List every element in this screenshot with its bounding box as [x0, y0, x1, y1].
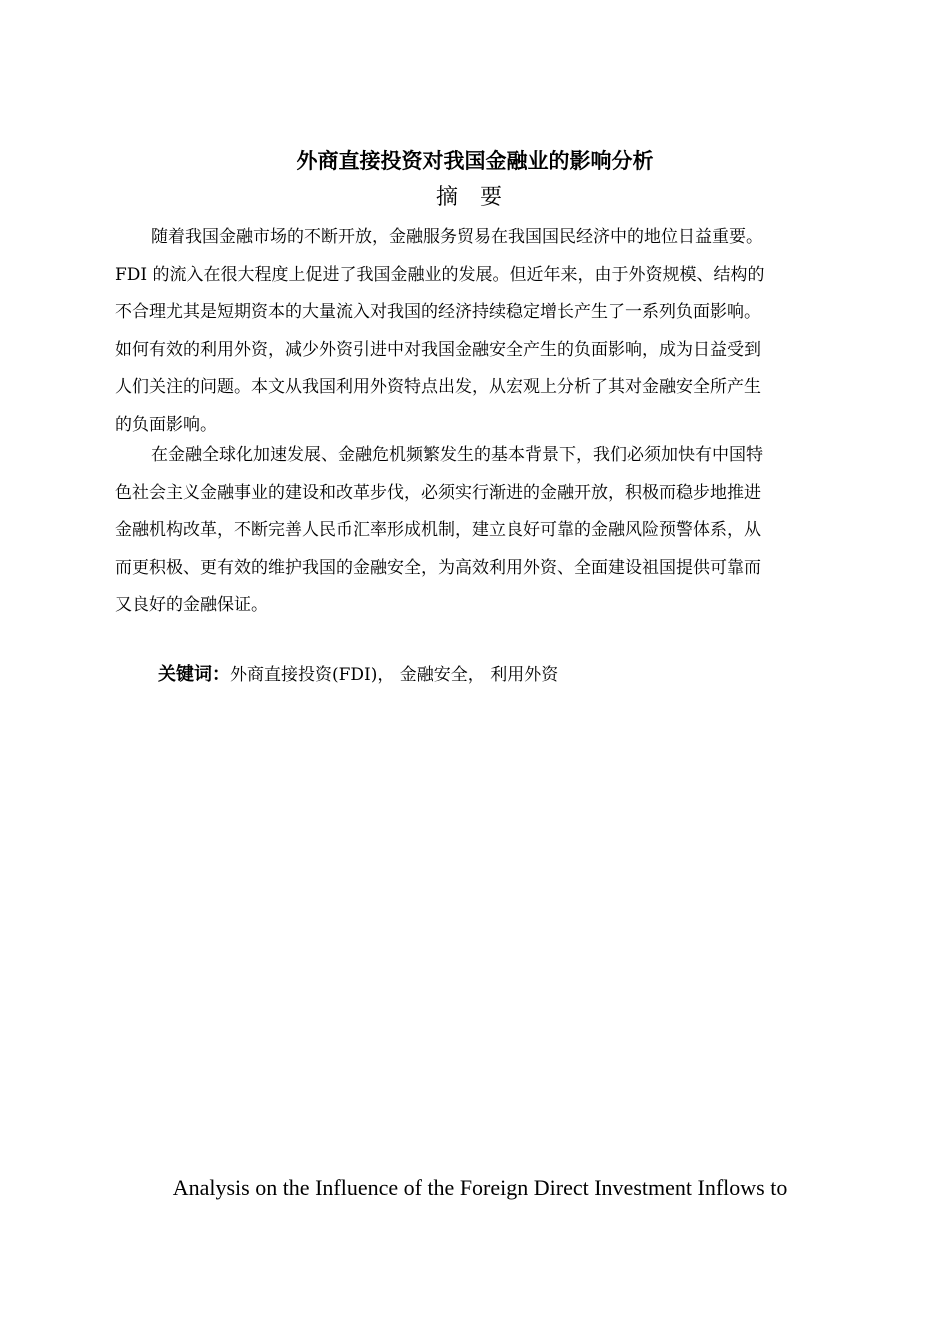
paragraph-line: 在金融全球化加速发展、金融危机频繁发生的基本背景下，我们必须加快有中国特: [151, 445, 763, 465]
english-title: Analysis on the Influence of the Foreign Direct Investment Inflows to: [172, 1175, 788, 1200]
paragraph-line: 又良好的金融保证。: [115, 595, 268, 616]
paragraph-line: FDI 的流入在很大程度上促进了我国金融业的发展。但近年来，由于外资规模、结构的: [115, 264, 765, 285]
paragraph-line: 金融机构改革，不断完善人民币汇率形成机制，建立良好可靠的金融风险预警体系，从: [115, 520, 761, 541]
paragraph-line: 随着我国金融市场的不断开放，金融服务贸易在我国国民经济中的地位日益重要。: [151, 227, 763, 247]
paragraph-line: 不合理尤其是短期资本的大量流入对我国的经济持续稳定增长产生了一系列负面影响。: [115, 302, 761, 323]
paragraph-line: 色社会主义金融事业的建设和改革步伐，必须实行渐进的金融开放，积极而稳步地推进: [115, 482, 761, 503]
abstract-heading: 摘要: [435, 185, 524, 210]
abstract-paragraph-1: [115, 219, 855, 445]
document-title: 外商直接投资对我国金融业的影响分析: [296, 149, 654, 173]
paragraph-line: 人们关注的问题。本文从我国利用外资特点出发，从宏观上分析了其对金融安全所产生: [115, 377, 761, 398]
paragraph-line: 而更积极、更有效的维护我国的金融安全，为高效利用外资、全面建设祖国提供可靠而: [115, 557, 761, 578]
keywords-text: 外商直接投资(FDI)， 金融安全， 利用外资: [230, 665, 559, 685]
abstract-paragraph-2: [115, 437, 855, 625]
keywords-line: [158, 659, 558, 691]
keywords-label: 关键词：: [158, 664, 230, 685]
paragraph-line: 如何有效的利用外资，减少外资引进中对我国金融安全产生的负面影响，成为日益受到: [115, 339, 761, 360]
paragraph-line: 的负面影响。: [115, 414, 217, 435]
